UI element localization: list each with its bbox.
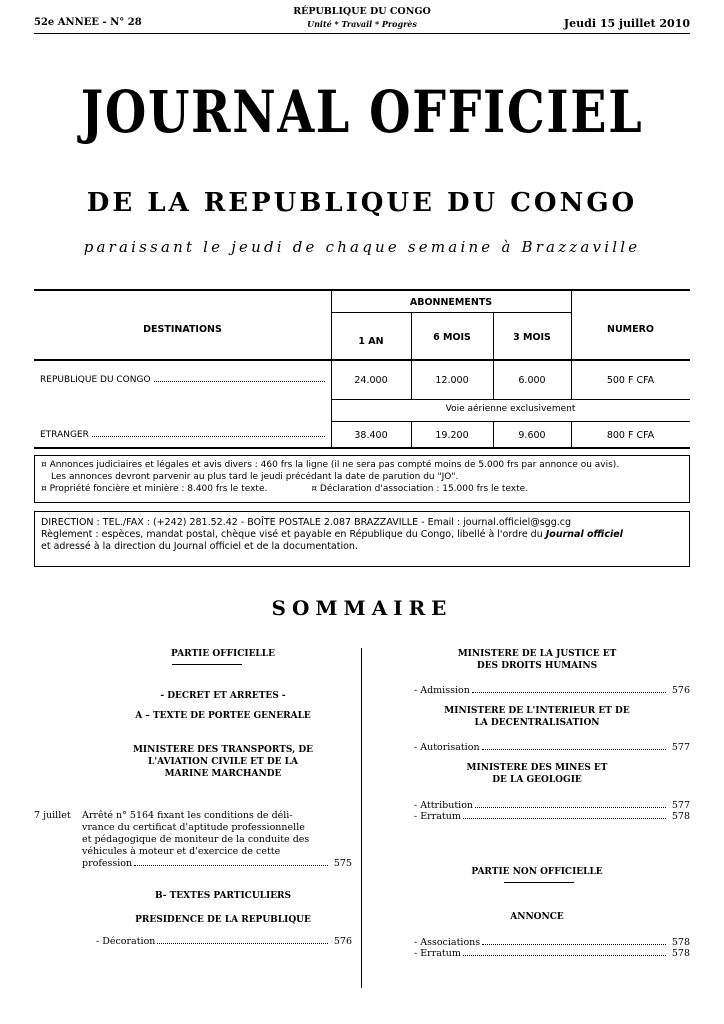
decoration-page: 576 xyxy=(333,936,352,947)
annonce-heading: ANNONCE xyxy=(510,912,564,922)
col-6mois: 6 MOIS xyxy=(433,332,471,343)
national-motto: Unité * Travail * Progrès xyxy=(307,19,417,29)
row-etranger-6mois: 19.200 xyxy=(435,430,469,441)
announcement-deadline-line: Les annonces devront parvenir au plus tard le jeudi précédant la date de parution du "JO". xyxy=(51,472,459,482)
journal-name-italic: Journal officiel xyxy=(545,529,623,540)
autorisation-page: 577 xyxy=(671,742,690,753)
column-divider xyxy=(361,648,362,988)
textes-particuliers-heading: B- TEXTES PARTICULIERS xyxy=(154,891,292,901)
partie-non-officielle-heading: PARTIE NON OFFICIELLE xyxy=(471,867,603,877)
row-congo-3mois: 6.000 xyxy=(518,375,546,386)
air-note: Voie aérienne exclusivement xyxy=(445,404,576,414)
row-etranger-numero: 800 F CFA xyxy=(606,430,655,441)
row-etranger-label: ETRANGER xyxy=(40,430,325,440)
col-1an: 1 AN xyxy=(358,336,384,347)
associations-page: 578 xyxy=(671,937,690,948)
header-rule xyxy=(34,33,690,34)
arrete-text: Arrêté n° 5164 fixant les conditions de déli- vrance du certificat d'aptitude professionnelle et pédagogique de moniteur de la conduite des véhicules à moteur et d'exercice de cette profession 575 xyxy=(82,810,352,869)
row-etranger-1an: 38.400 xyxy=(354,430,388,441)
attribution-page: 577 xyxy=(671,800,690,811)
justice-heading: MINISTERE DE LA JUSTICE ET DES DROITS HUMAINS xyxy=(457,649,617,671)
sommaire-left-column xyxy=(34,648,352,947)
partie-officielle-heading: PARTIE OFFICIELLE xyxy=(171,649,275,659)
admission-page: 576 xyxy=(671,685,690,696)
sommaire-right-column xyxy=(414,648,690,959)
col-numero: NUMERO xyxy=(607,324,654,335)
texte-generale-heading: A – TEXTE DE PORTEE GENERALE xyxy=(135,711,311,721)
land-fee: ¤ Propriété foncière et minière : 8.400 frs le texte. xyxy=(41,484,268,494)
arrete-date: 7 juillet xyxy=(34,810,71,821)
erratum-page-2: 578 xyxy=(671,948,690,959)
arrete-entry[interactable] xyxy=(34,810,352,870)
mines-heading: MINISTERE DES MINES ET DE LA GEOLOGIE xyxy=(466,763,608,785)
arrete-page: 575 xyxy=(333,858,352,869)
erratum-entry-2[interactable]: - Erratum 578 xyxy=(414,948,690,959)
association-fee: ¤ Déclaration d'association : 15.000 frs le texte. xyxy=(311,484,529,494)
autorisation-entry[interactable]: - Autorisation 577 xyxy=(414,742,690,753)
row-congo-1an: 24.000 xyxy=(354,375,388,386)
announcement-rate-line: ¤ Annonces judiciaires et légales et avis divers : 460 frs la ligne (il ne sera pas compté moins de 5.000 frs par annonce ou avis). xyxy=(41,460,620,470)
row-congo-label: REPUBLIQUE DU CONGO xyxy=(40,375,325,385)
fees-line xyxy=(41,483,683,495)
row-congo-numero: 500 F CFA xyxy=(606,375,655,386)
attribution-entry[interactable]: - Attribution 577 xyxy=(414,800,690,811)
sommaire-title: SOMMAIRE xyxy=(271,596,453,620)
associations-entry[interactable]: - Associations 578 xyxy=(414,937,690,948)
payment-address: et adressé à la direction du Journal officiel et de la documentation. xyxy=(41,541,358,552)
row-congo-6mois: 12.000 xyxy=(435,375,469,386)
interieur-heading: MINISTERE DE L'INTERIEUR ET DE LA DECENTRALISATION xyxy=(444,706,630,728)
presidence-heading: PRESIDENCE DE LA REPUBLIQUE xyxy=(135,915,311,925)
erratum-page-1: 578 xyxy=(671,811,690,822)
republic-label: RÉPUBLIQUE DU CONGO xyxy=(293,6,431,17)
direction-contact: DIRECTION : TEL./FAX : (+242) 281.52.42 - BOÎTE POSTALE 2.087 BRAZZAVILLE - Email : journal.officiel@sgg.cg xyxy=(41,517,572,528)
direction-box xyxy=(34,511,690,567)
journal-tagline: paraissant le jeudi de chaque semaine à Brazzaville xyxy=(83,238,641,256)
admission-entry[interactable]: - Admission 576 xyxy=(414,685,690,696)
journal-title: JOURNAL OFFICIEL xyxy=(80,78,644,146)
ministere-transports-heading: MINISTERE DES TRANSPORTS, DE L'AVIATION CIVILE ET DE LA MARINE MARCHANDE xyxy=(132,745,314,779)
col-3mois: 3 MOIS xyxy=(513,332,551,343)
issue-date: Jeudi 15 juillet 2010 xyxy=(563,17,690,30)
decoration-entry[interactable]: - Décoration 576 xyxy=(96,936,352,947)
col-destinations: DESTINATIONS xyxy=(143,324,222,335)
erratum-entry-1[interactable]: - Erratum 578 xyxy=(414,811,690,822)
decrets-heading: - DECRET ET ARRETES - xyxy=(160,691,286,701)
payment-terms: Règlement : espèces, mandat postal, chèque visé et payable en République du Congo, libellé à l'ordre du Journal officiel xyxy=(41,529,623,540)
issue-number: 52e ANNEE - N° 28 xyxy=(34,17,142,28)
col-abonnements: ABONNEMENTS xyxy=(409,297,493,308)
row-etranger-3mois: 9.600 xyxy=(518,430,546,441)
announcement-rates-box xyxy=(34,455,690,503)
journal-subtitle: DE LA REPUBLIQUE DU CONGO xyxy=(86,188,638,218)
